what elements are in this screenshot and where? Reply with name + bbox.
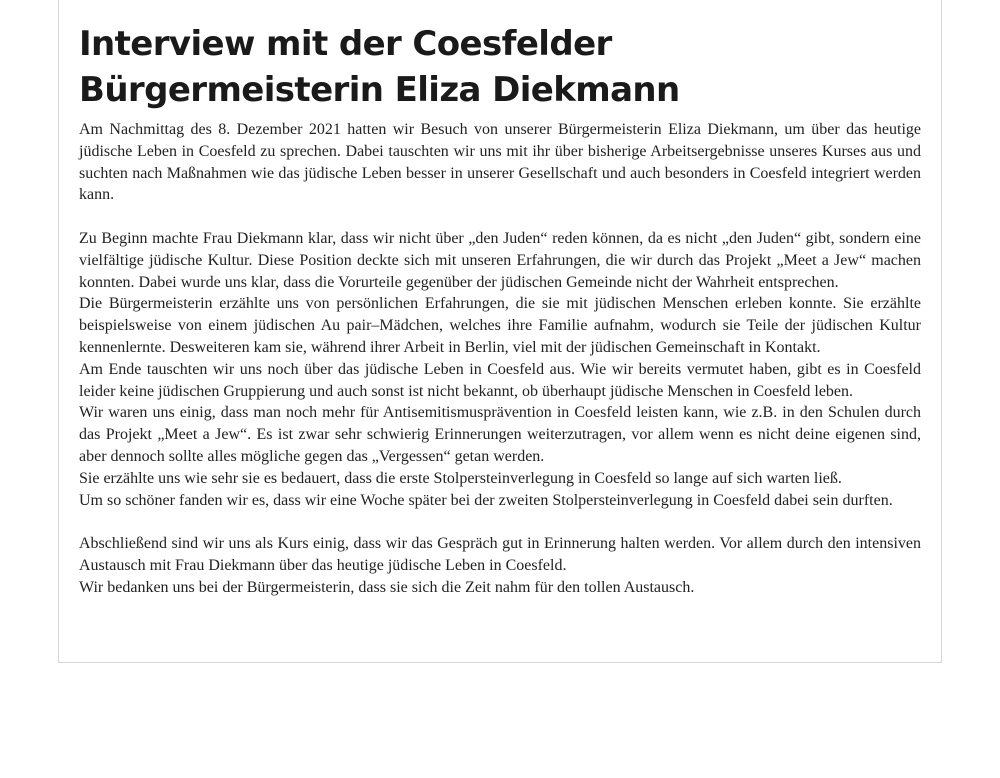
article-paragraph: Wir waren uns einig, dass man noch mehr für Antisemitismusprävention in Coesfeld leisten kann, wie z.B. in den Schulen durch das Projekt „Meet a Jew“. Es ist zwar sehr schwierig Erinnerungen weiterzutragen, vor allem wenn es nicht deine eigenen sind, aber dennoch sollte alles mögliche gegen das „Vergessen“ getan werden. xyxy=(79,404,921,465)
article-paragraph: Zu Beginn machte Frau Diekmann klar, dass wir nicht über „den Juden“ reden können, da es nicht „den Juden“ gibt, sondern eine vielfältige jüdische Kultur. Diese Position deckte sich mit unseren Erfahrungen, die wir durch das Projekt „Meet a Jew“ machen konnten. Dabei wurde uns klar, dass die Vorurteile gegenüber der jüdischen Gemeinde nicht der Wahrheit entsprechen. xyxy=(79,229,921,291)
article-title: Interview mit der Coesfelder Bürgermeisterin Eliza Diekmann xyxy=(79,24,680,110)
paragraph-spacer xyxy=(79,206,921,228)
article-paragraph: Am Nachmittag des 8. Dezember 2021 hatten wir Besuch von unserer Bürgermeisterin Eliza Diekmann, um über das heutige jüdische Leben in Coesfeld zu sprechen. Dabei tauschten wir uns mit ihr über bisherige Arbeitsergebnisse unseres Kurses aus und suchten nach Maßnahmen wie das jüdische Leben besser in unserer Gesellschaft und auch besonders in Coesfeld integriert werden kann. xyxy=(79,121,921,204)
article-paragraph: Abschließend sind wir uns als Kurs einig, dass wir das Gespräch gut in Erinnerung halten werden. Vor allem durch den intensiven Austausch mit Frau Diekmann über das heutige jüdische Leben in Coesfeld. xyxy=(79,535,921,574)
article-paragraph: Wir bedanken uns bei der Bürgermeisterin, dass sie sich die Zeit nahm für den tollen Austausch. xyxy=(79,578,695,596)
article-paragraph: Am Ende tauschten wir uns noch über das jüdische Leben in Coesfeld aus. Wie wir bereits vermutet haben, gibt es in Coesfeld leider keine jüdischen Gruppierung und auch sonst ist nicht bekannt, ob überhaupt jüdische Menschen in Coesfeld leben. xyxy=(79,360,921,400)
article-card xyxy=(58,0,942,663)
article-paragraph: Die Bürgermeisterin erzählte uns von persönlichen Erfahrungen, die sie mit jüdischen Menschen erleben konnte. Sie erzählte beispielsweise von einem jüdischen Au pair–Mädchen, welches ihre Familie aufnahm, wodurch sie Teile der jüdischen Kultur kennenlernte. Desweiteren kam sie, während ihrer Arbeit in Berlin, viel mit der jüdischen Gemeinschaft in Kontakt. xyxy=(79,295,921,356)
paragraph-spacer xyxy=(79,511,921,533)
article-body xyxy=(79,119,921,599)
article-paragraph: Um so schöner fanden wir es, dass wir eine Woche später bei der zweiten Stolpersteinverlegung in Coesfeld dabei sein durften. xyxy=(79,491,893,509)
article-paragraph: Sie erzählte uns wie sehr sie es bedauert, dass die erste Stolpersteinverlegung in Coesfeld so lange auf sich warten ließ. xyxy=(79,469,842,487)
